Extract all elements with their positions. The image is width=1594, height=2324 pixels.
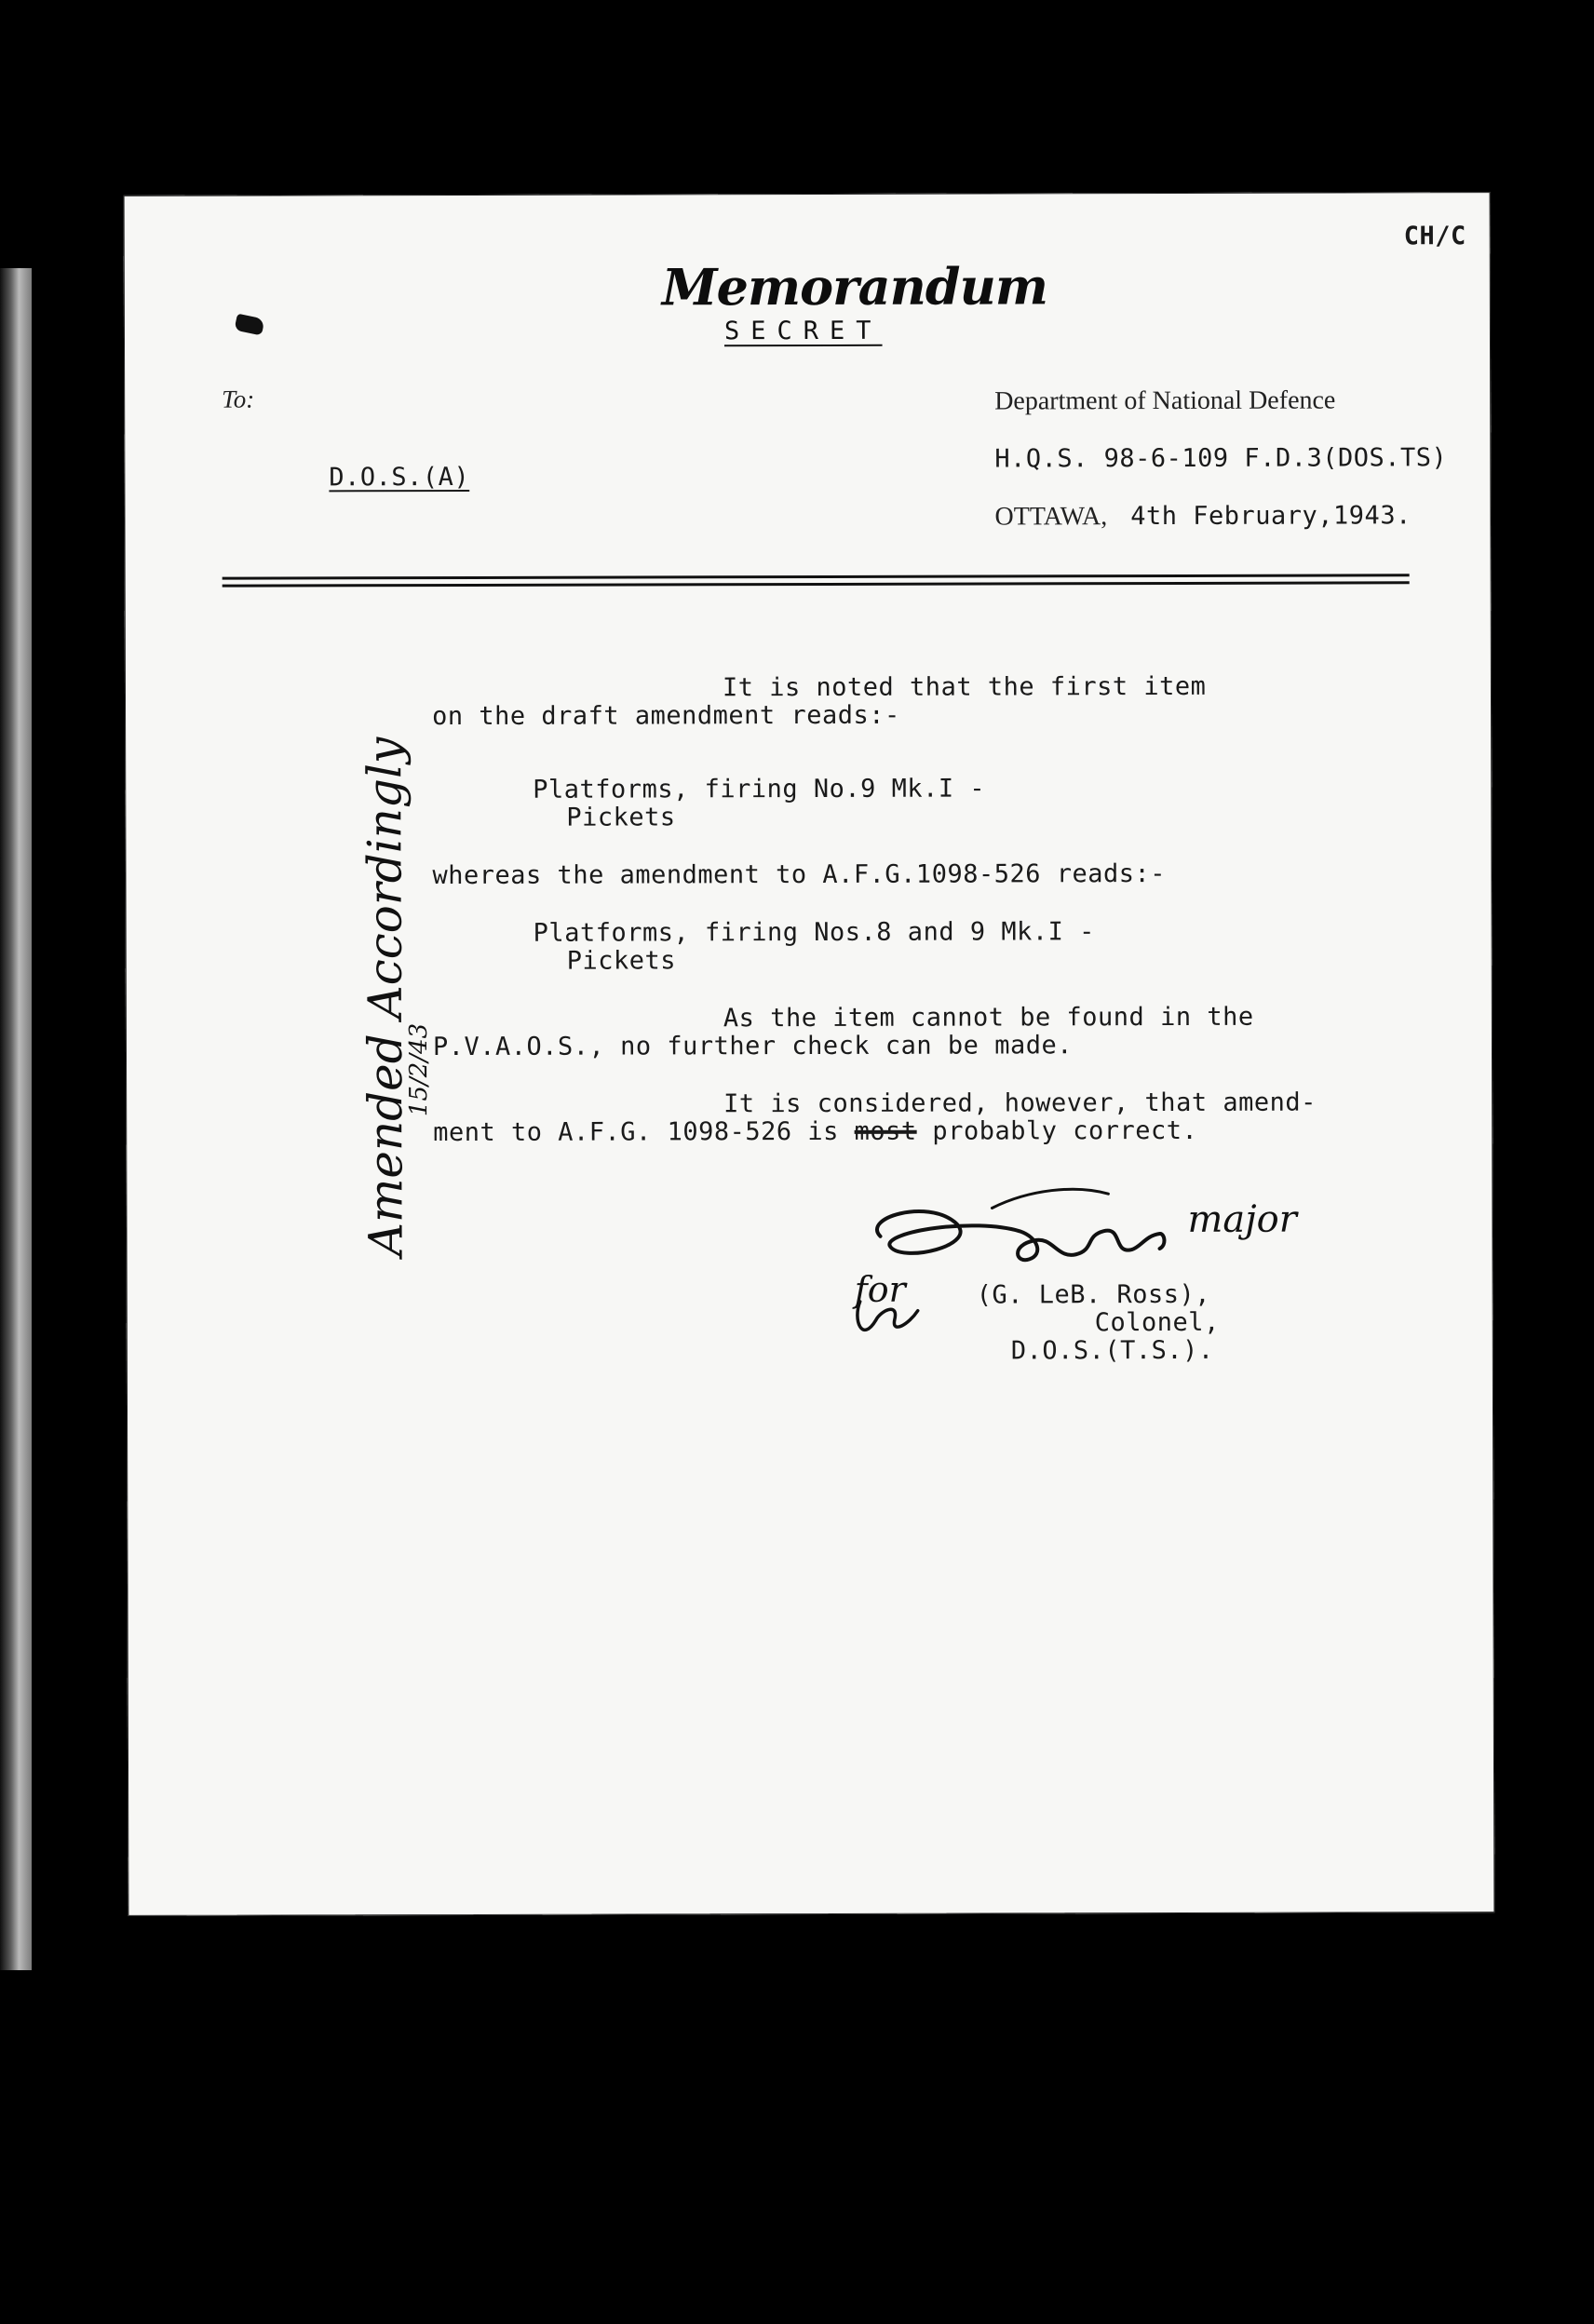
para4-line2 — [433, 1116, 1197, 1147]
film-edge-strip — [0, 268, 32, 1970]
department-name: Department of National Defence — [994, 385, 1336, 416]
classification-label: SECRET — [723, 316, 883, 346]
memorandum-page — [124, 192, 1495, 1916]
para4-line2-end: probably correct. — [916, 1115, 1198, 1146]
hqs-reference: H.Q.S. 98-6-109 F.D.3(DOS.TS) — [994, 443, 1448, 474]
to-recipient: D.O.S.(A) — [329, 462, 470, 493]
para2: whereas the amendment to A.F.G.1098-526 reads:- — [432, 858, 1167, 891]
struck-word: most — [854, 1116, 917, 1146]
header-rule-top — [223, 574, 1410, 579]
signatory-rank: Colonel, — [1094, 1307, 1220, 1338]
item1-line1: Platforms, firing No.9 Mk.I - — [533, 774, 986, 804]
signatory-office: D.O.S.(T.S.). — [1010, 1335, 1214, 1366]
para4-line2-start: ment to A.F.G. 1098-526 is — [433, 1116, 855, 1148]
handwritten-margin-note: Amended Accordingly — [358, 736, 413, 1257]
handwritten-rank: major — [1187, 1197, 1297, 1241]
item1-line2: Pickets — [566, 803, 676, 832]
para3-line1: As the item cannot be found in the — [723, 1002, 1254, 1034]
memo-title: Memorandum — [661, 256, 1048, 318]
place: OTTAWA, — [994, 502, 1108, 532]
date: 4th February,1943. — [1130, 501, 1412, 532]
item2-line1: Platforms, firing Nos.8 and 9 Mk.I - — [533, 917, 1095, 948]
corner-file-ref: CH/C — [1403, 222, 1466, 251]
header-rule-bottom — [223, 581, 1410, 587]
signatory-name: (G. LeB. Ross), — [976, 1279, 1211, 1310]
para3-line2: P.V.A.O.S., no further check can be made. — [432, 1031, 1074, 1062]
ink-blot-mark — [234, 314, 264, 336]
para1-line2: on the draft amendment reads:- — [432, 700, 900, 732]
to-label: To: — [222, 385, 255, 413]
item2-line2: Pickets — [566, 946, 677, 976]
para1-line1: It is noted that the first item — [722, 671, 1207, 703]
handwritten-margin-date: 15/2/43 — [404, 1022, 434, 1117]
place-line — [994, 501, 1411, 532]
handwritten-for: for — [854, 1268, 906, 1310]
para4-line1: It is considered, however, that amend- — [723, 1088, 1317, 1119]
